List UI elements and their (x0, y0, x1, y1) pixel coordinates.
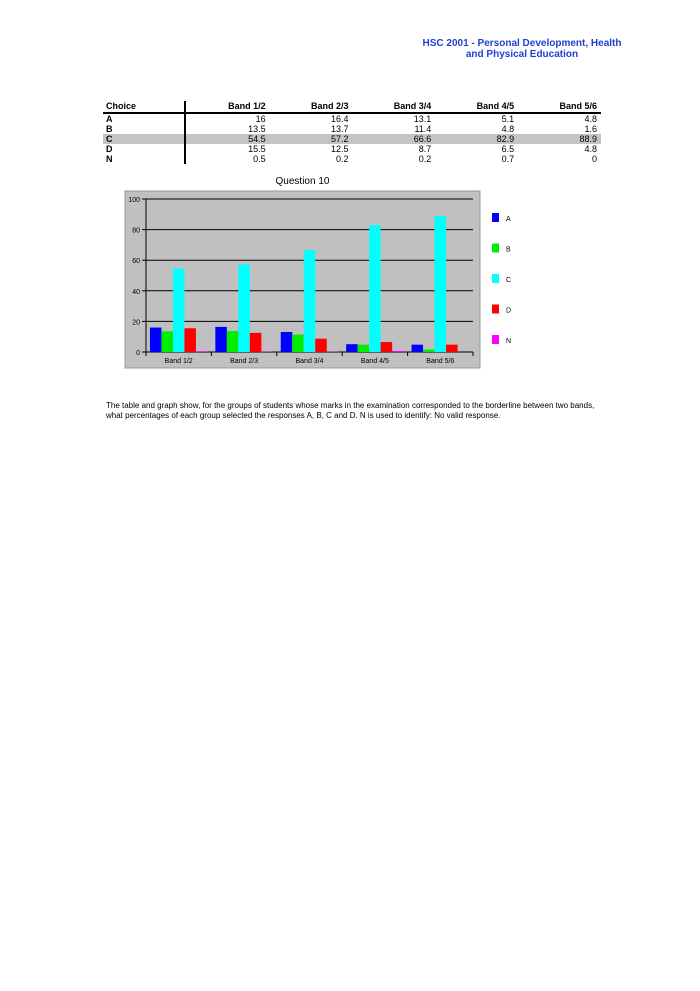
y-tick-label: 100 (128, 197, 140, 204)
legend-swatch (492, 274, 499, 283)
table-cell: 4.8 (584, 144, 597, 154)
legend-swatch (492, 213, 499, 222)
bar (412, 345, 424, 352)
table-cell: 15.5 (248, 144, 266, 154)
row-choice: A (103, 113, 185, 124)
column-header: Band 4/5 (435, 101, 518, 113)
bar (173, 269, 185, 352)
bar (161, 331, 173, 352)
table-cell: 57.2 (270, 134, 353, 144)
table-cell: 4.8 (501, 124, 515, 134)
bar (358, 345, 370, 352)
legend-swatch (492, 244, 499, 253)
table-cell: 16 (255, 114, 266, 124)
column-header: Band 2/3 (270, 101, 353, 113)
y-tick-label: 20 (132, 319, 140, 327)
table-cell: 16.4 (330, 114, 349, 124)
table-cell: 1.6 (584, 124, 597, 134)
legend-label: N (506, 338, 512, 345)
header-line-2: and Physical Education (465, 49, 579, 60)
bar (381, 342, 393, 352)
bar (423, 350, 435, 352)
x-tick-label: Band 3/4 (295, 358, 324, 365)
legend-label: D (506, 307, 512, 315)
table-cell: 4.8 (584, 114, 597, 124)
column-header: Choice (103, 101, 185, 113)
bar (215, 327, 227, 352)
bar (315, 339, 327, 352)
row-choice: D (103, 144, 185, 154)
x-tick-label: Band 5/6 (426, 358, 455, 365)
caption-text: The table and graph show, for the groups of students whose marks in the examination corresponded to the borderline between two bands, what percentages of each group selected the responses A, B, C and D. N is used to identify: No valid response. (106, 401, 595, 420)
bar (196, 351, 208, 352)
table-cell: 82.9 (435, 134, 518, 144)
chart-title: Question 10 (275, 176, 330, 187)
table-cell: 0.5 (253, 154, 266, 164)
legend-label: C (506, 277, 512, 284)
column-header: Band 5/6 (518, 101, 601, 113)
bar (435, 216, 447, 352)
x-tick-label: Band 2/3 (230, 358, 259, 365)
bar (184, 328, 196, 352)
bar (227, 331, 239, 352)
bar (346, 344, 358, 352)
bar (250, 333, 262, 352)
table-cell: 13.7 (330, 124, 349, 134)
bar-chart (0, 0, 700, 380)
legend-swatch (492, 305, 499, 314)
legend-swatch (492, 335, 499, 344)
row-choice: N (103, 154, 185, 164)
bar (446, 345, 458, 352)
table-cell: 66.6 (353, 134, 436, 144)
column-header: Band 1/2 (185, 101, 270, 113)
bar (392, 351, 404, 352)
column-header: Band 3/4 (353, 101, 436, 113)
table-cell: 0.7 (501, 154, 515, 164)
table-cell: 13.1 (413, 114, 432, 124)
bar (150, 328, 162, 352)
y-tick-label: 80 (132, 227, 140, 235)
table-cell: 0 (591, 154, 597, 164)
table-cell: 54.5 (185, 134, 270, 144)
table-cell: 5.1 (501, 114, 515, 124)
bar (304, 250, 316, 352)
table-cell: 12.5 (330, 144, 349, 154)
x-tick-label: Band 1/2 (164, 358, 193, 365)
table-cell: 8.7 (418, 144, 432, 154)
x-tick-label: Band 4/5 (360, 358, 389, 365)
y-tick-label: 60 (132, 258, 140, 266)
table-cell: 0.2 (418, 154, 432, 164)
table-cell: 6.5 (501, 144, 515, 154)
table-cell: 11.4 (414, 124, 432, 134)
bar (369, 225, 381, 352)
row-choice: B (103, 124, 185, 134)
legend-label: B (506, 246, 511, 254)
bar (292, 335, 304, 352)
header-line-1: HSC 2001 - Personal Development, Health (422, 38, 622, 49)
legend-label: A (506, 216, 511, 223)
bar (238, 264, 250, 352)
y-tick-label: 40 (132, 288, 140, 296)
table-cell: 13.5 (248, 124, 266, 134)
table-cell: 0.2 (335, 154, 349, 164)
table-cell: 88.9 (518, 134, 601, 144)
row-choice: C (103, 134, 185, 144)
y-tick-label: 0 (136, 350, 140, 357)
bar (281, 332, 293, 352)
